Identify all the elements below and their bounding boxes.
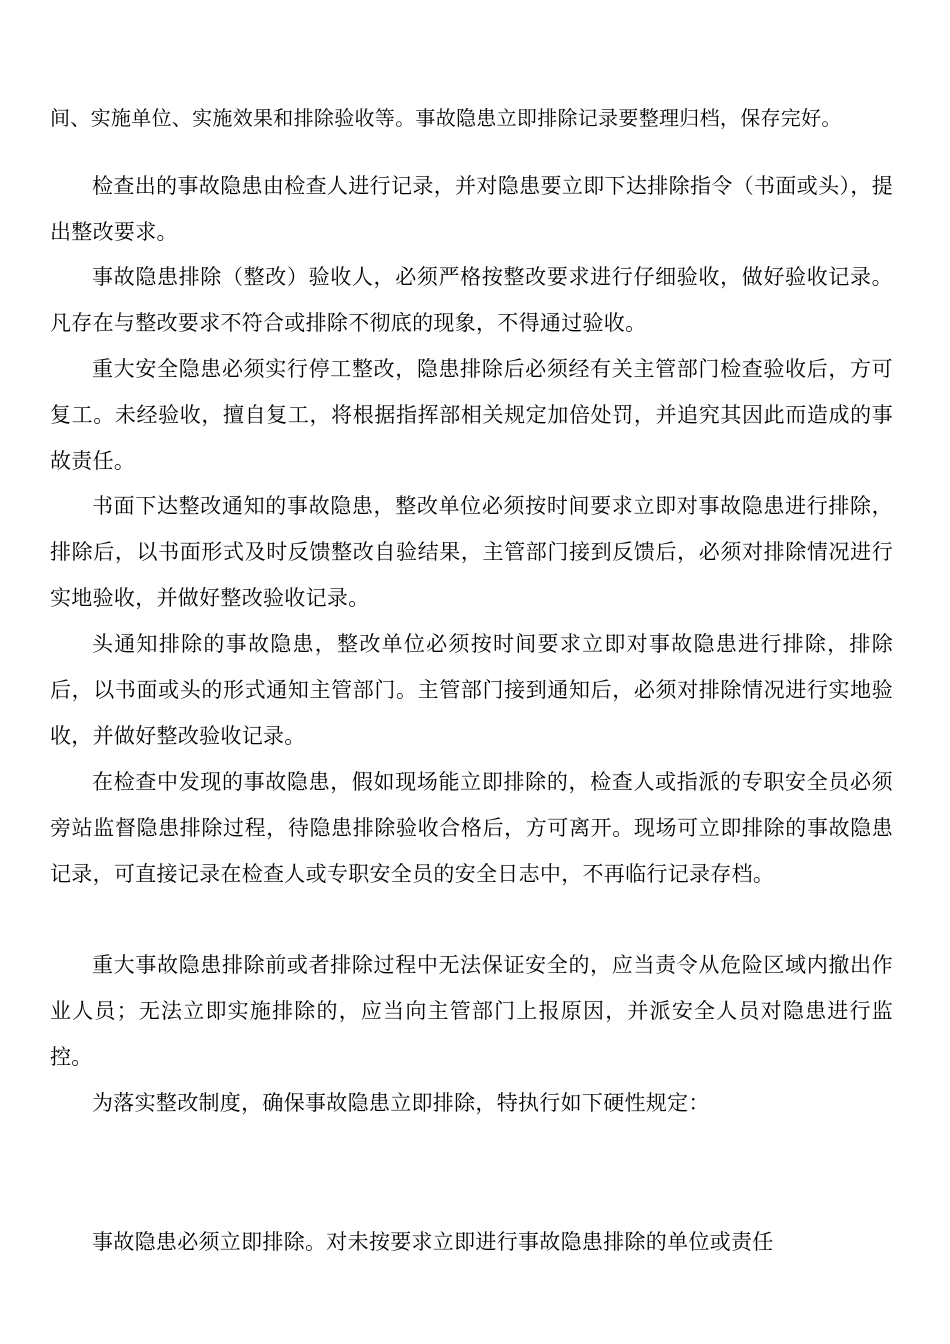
paragraph-10: 事故隐患必须立即排除。对未按要求立即进行事故隐患排除的单位或责任 — [92, 1230, 774, 1254]
paragraph-3: 事故隐患排除（整改）验收人，必须严格按整改要求进行仔细验收，做好验收记录。凡存在与整改要求不符合或排除不彻底的现象，不得通过验收。 — [50, 265, 893, 335]
paragraph-8: 重大事故隐患排除前或者排除过程中无法保证安全的，应当责令从危险区域内撤出作业人员；无法立即实施排除的，应当向主管部门上报原因，并派安全人员对隐患进行监控。 — [50, 953, 893, 1069]
paragraph-2: 检查出的事故隐患由检查人进行记录，并对隐患要立即下达排除指令（书面或头），提出整改要求。 — [50, 174, 893, 244]
paragraph-6: 头通知排除的事故隐患，整改单位必须按时间要求立即对事故隐患进行排除，排除后，以书面或头的形式通知主管部门。主管部门接到通知后，必须对排除情况进行实地验收，并做好整改验收记录。 — [50, 632, 893, 748]
paragraph-7: 在检查中发现的事故隐患，假如现场能立即排除的，检查人或指派的专职安全员必须旁站监督隐患排除过程，待隐患排除验收合格后，方可离开。现场可立即排除的事故隐患记录，可直接记录在检查人或专职安全员的安全日志中，不再临行记录存档。 — [50, 770, 893, 886]
paragraph-1: 间、实施单位、实施效果和排除验收等。事故隐患立即排除记录要整理归档，保存完好。 — [50, 106, 842, 130]
paragraph-9: 为落实整改制度，确保事故隐患立即排除，特执行如下硬性规定： — [92, 1091, 710, 1115]
paragraph-5: 书面下达整改通知的事故隐患，整改单位必须按时间要求立即对事故隐患进行排除，排除后，以书面形式及时反馈整改自验结果，主管部门接到反馈后，必须对排除情况进行实地验收，并做好整改验收记录。 — [50, 494, 893, 610]
paragraph-4: 重大安全隐患必须实行停工整改，隐患排除后必须经有关主管部门检查验收后，方可复工。未经验收，擅自复工，将根据指挥部相关规定加倍处罚，并追究其因此而造成的事故责任。 — [50, 357, 893, 473]
